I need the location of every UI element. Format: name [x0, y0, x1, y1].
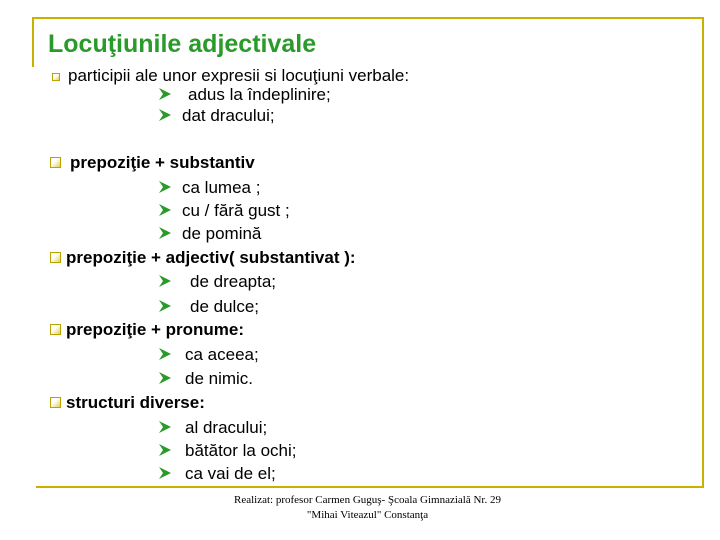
section-heading-line: [50, 153, 255, 173]
arrow-bullet-icon: [158, 108, 172, 122]
list-item-text: cu / fără gust ;: [182, 201, 290, 220]
list-item: [158, 297, 259, 317]
section-heading-line: [50, 393, 205, 413]
slide-frame-bottom: [36, 486, 704, 488]
slide-frame-left: [32, 17, 34, 67]
list-item-text: adus la îndeplinire;: [188, 85, 331, 104]
arrow-bullet-icon: [158, 299, 172, 313]
square-bullet-icon: [50, 324, 61, 335]
list-item: [158, 224, 261, 244]
square-bullet-icon: [50, 157, 61, 168]
arrow-bullet-icon: [158, 274, 172, 288]
arrow-bullet-icon: [158, 180, 172, 194]
footer: [200, 493, 535, 523]
square-bullet-icon: [52, 73, 60, 81]
list-item: [158, 106, 275, 126]
arrow-bullet-icon: [158, 203, 172, 217]
section-heading-line: [50, 248, 356, 268]
list-item-text: de pomină: [182, 224, 262, 243]
square-bullet-icon: [50, 397, 61, 408]
footer-school-line: "Mihai Viteazul" Constanţa: [306, 509, 429, 521]
intro-heading-line: [52, 66, 409, 86]
section-heading: structuri diverse:: [66, 393, 205, 412]
list-item-text: ca aceea;: [185, 345, 259, 364]
list-item-text: ca lumea ;: [182, 178, 261, 197]
footer-author-line: Realizat: profesor Carmen Guguş- Şcoala Gimnazială Nr. 29: [234, 494, 501, 506]
list-item-text: al dracului;: [185, 418, 268, 437]
list-item: [158, 441, 297, 461]
section-heading: prepoziţie + pronume:: [66, 320, 245, 339]
square-bullet-icon: [50, 252, 61, 263]
list-item: [158, 418, 267, 438]
slide-frame-right: [702, 17, 704, 487]
list-item: [158, 201, 290, 221]
list-item-text: de dulce;: [190, 297, 259, 316]
arrow-bullet-icon: [158, 226, 172, 240]
arrow-bullet-icon: [158, 347, 172, 361]
section-heading-line: [50, 320, 244, 340]
section-heading: prepoziţie + adjectiv( substantivat ):: [66, 248, 356, 267]
list-item: [158, 178, 260, 198]
list-item-text: dat dracului;: [182, 106, 275, 125]
list-item: [158, 85, 331, 105]
list-item: [158, 345, 259, 365]
arrow-bullet-icon: [158, 443, 172, 457]
list-item-text: ca vai de el;: [185, 464, 276, 483]
slide-frame-top: [32, 17, 704, 19]
list-item-text: bătător la ochi;: [185, 441, 297, 460]
list-item-text: de dreapta;: [190, 272, 277, 291]
list-item-text: de nimic.: [185, 369, 254, 388]
list-item: [158, 369, 253, 389]
intro-heading: participii ale unor expresii si locuţiuni verbale:: [68, 66, 410, 85]
list-item: [158, 272, 276, 292]
slide-title: Locuţiunile adjectivale: [48, 30, 317, 58]
arrow-bullet-icon: [158, 466, 172, 480]
arrow-bullet-icon: [158, 87, 172, 101]
list-item: [158, 464, 276, 484]
arrow-bullet-icon: [158, 420, 172, 434]
arrow-bullet-icon: [158, 371, 172, 385]
section-heading: prepoziţie + substantiv: [70, 153, 255, 172]
